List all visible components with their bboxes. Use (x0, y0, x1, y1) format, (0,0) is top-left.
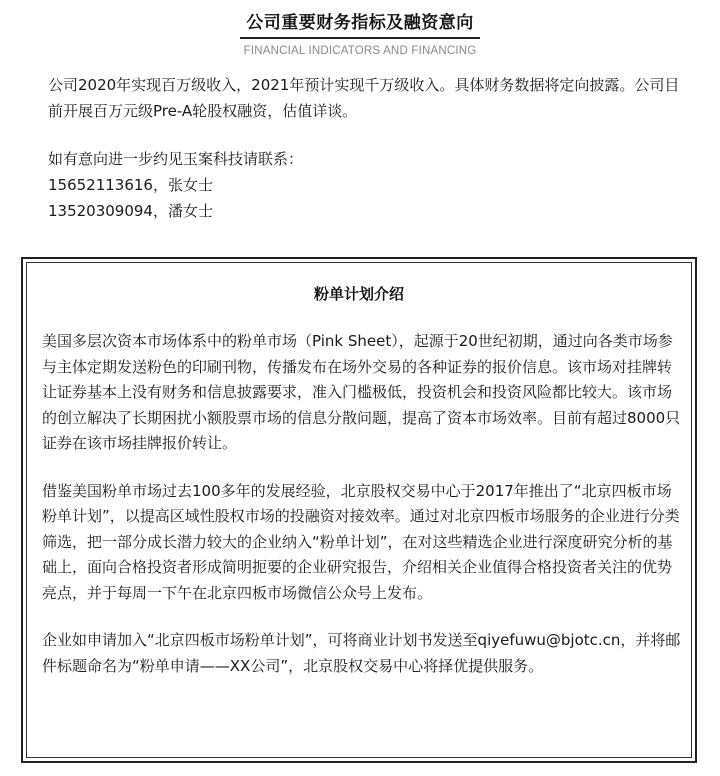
page-header (0, 8, 720, 57)
contact-item: 15652113616，张女士 (48, 176, 213, 194)
contact-item: 13520309094，潘女士 (48, 202, 213, 220)
financing-paragraph: 公司2020年实现百万级收入，2021年预计实现千万级收入。具体财务数据将定向披露。公司目前开展百万元级Pre-A轮股权融资，估值详谈。 (48, 76, 680, 120)
pink-sheet-title: 粉单计划介绍 (313, 285, 404, 303)
page-subtitle: FINANCIAL INDICATORS AND FINANCING (243, 45, 477, 57)
page-title: 公司重要财务指标及融资意向 (240, 8, 480, 39)
contact-heading: 如有意向进一步约见玉案科技请联系： (48, 150, 304, 168)
pink-sheet-box (21, 257, 697, 763)
pink-sheet-paragraph: 企业如申请加入“北京四板市场粉单计划”，可将商业计划书发送至qiyefuwu@bjotc.cn，并将邮件标题命名为“粉单申请——XX公司”，北京股权交易中心将择优提供服务。 (42, 631, 681, 675)
pink-sheet-body (42, 329, 682, 701)
pink-sheet-inner-frame (26, 262, 692, 758)
contact-block (48, 146, 688, 224)
pink-sheet-paragraph: 美国多层次资本市场体系中的粉单市场（Pink Sheet），起源于20世纪初期，通过向各类市场参与主体定期发送粉色的印刷刊物，传播发布在场外交易的各种证券的报价信息。该市场对挂牌转让证券基本上没有财务和信息披露要求，准入门槛极低，投资机会和投资风险都比较大。该市场的创立解决了长期困扰小额股票市场的信息分散问题，提高了资本市场效率。目前有超过8000只证券在该市场挂牌报价转让。 (42, 332, 681, 452)
financing-intro (48, 72, 688, 224)
pink-sheet-paragraph: 借鉴美国粉单市场过去100多年的发展经验，北京股权交易中心于2017年推出了“北京四板市场粉单计划”，以提高区域性股权市场的投融资对接效率。通过对北京四板市场服务的企业进行分类筛选，把一部分成长潜力较大的企业纳入“粉单计划”，在对这些精选企业进行深度研究分析的基础上，面向合格投资者形成简明扼要的企业研究报告，介绍相关企业值得合格投资者关注的优势亮点，并于每周一下午在北京四板市场微信公众号上发布。 (42, 481, 680, 602)
